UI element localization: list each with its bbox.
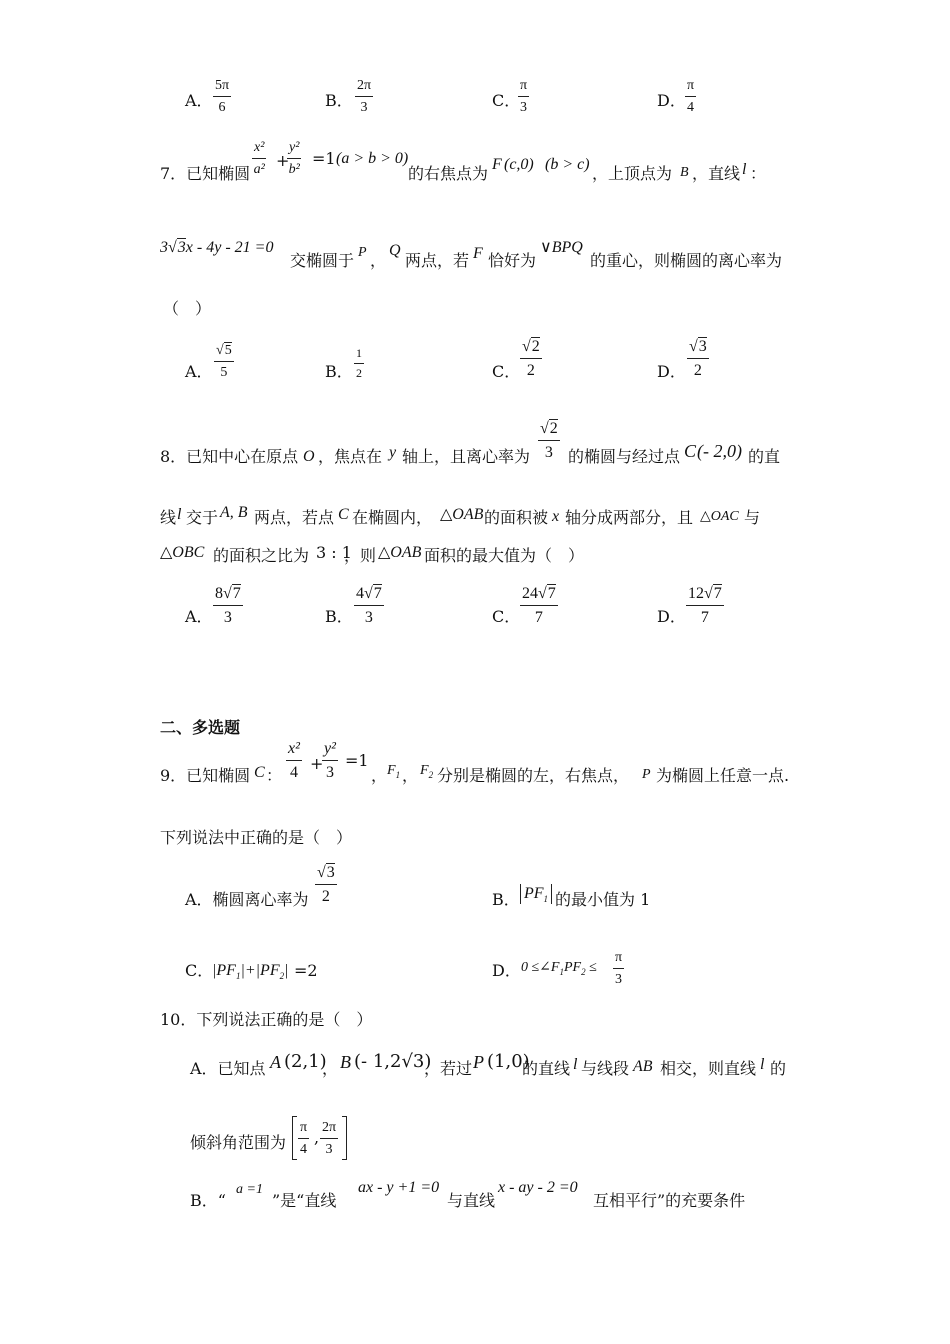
question-number: 9．已知椭圆 <box>160 766 251 785</box>
option-label: A． <box>185 607 213 626</box>
fraction: $\frac{5\pi}{6}$ <box>215 78 230 116</box>
text: ，则 <box>344 546 377 565</box>
triangle: △OAB <box>440 506 484 523</box>
text: 的面积之比为 <box>213 546 310 565</box>
text: 与线段 <box>581 1059 630 1078</box>
symbol: l <box>760 1056 765 1073</box>
text: 恰好为 <box>488 251 537 270</box>
text: A．已知点 <box>190 1059 266 1078</box>
symbol: C <box>338 506 349 523</box>
text: =2 <box>294 961 318 980</box>
text: ： <box>750 164 767 183</box>
text: ，上顶点为 <box>592 164 673 183</box>
text: 面积的最大值为（ ） <box>424 546 585 565</box>
symbol: Q <box>389 242 401 259</box>
text: ， <box>370 251 387 270</box>
triangle: △OAC <box>700 509 739 524</box>
option-label: B． <box>325 607 353 626</box>
fraction: $\frac{2\pi}{3}$ <box>322 1120 337 1158</box>
text: 倾斜角范围为 <box>190 1133 287 1152</box>
text: 的 <box>770 1059 787 1078</box>
text: 两点，若 <box>405 251 470 270</box>
option-label: A． <box>185 91 213 110</box>
fraction: $\frac{\pi}{3}$ <box>615 950 623 988</box>
symbol: l <box>573 1056 578 1073</box>
symbol-F1: $F_1$ <box>387 763 401 780</box>
equation-tail: =1 <box>345 751 369 770</box>
option-label: A． <box>185 362 213 381</box>
answer-paren: （ ） <box>163 299 212 318</box>
text: 交于 <box>186 508 219 527</box>
text: 下列说法中正确的是（ ） <box>160 828 353 847</box>
symbol: P <box>358 245 367 260</box>
fraction: $\frac{2\pi}{3}$ <box>357 78 372 116</box>
fraction: $\frac{\pi}{3}$ <box>520 78 528 116</box>
equation-tail: =1 <box>312 149 336 168</box>
fraction: $\frac{\pi}{4}$ <box>300 1120 308 1158</box>
text: ，直线 <box>692 164 741 183</box>
symbol: F <box>473 245 483 262</box>
option-label: D． <box>657 91 686 110</box>
option-label: D． <box>657 362 686 381</box>
option-label: C． <box>185 961 214 980</box>
option-label: B． <box>325 91 353 110</box>
text: ， <box>402 766 419 785</box>
fraction: $\frac{√5}{5}$ <box>216 343 232 381</box>
text: 分别是椭圆的左，右焦点， <box>437 766 630 785</box>
fraction: $\frac{24√7}{7}$ <box>522 585 556 627</box>
fraction: $\frac{√3}{2}$ <box>689 338 707 380</box>
option-label: A．椭圆离心率为 <box>185 890 309 909</box>
text: B．“ <box>190 1191 226 1210</box>
symbol: C <box>254 764 265 781</box>
text: ，若过 <box>424 1059 473 1078</box>
text: 的右焦点为 <box>408 164 489 183</box>
symbol: O <box>303 448 315 465</box>
text: 线 <box>160 508 177 527</box>
text: 相交，则直线 <box>660 1059 757 1078</box>
symbol: x <box>552 508 560 525</box>
text: 与直线 <box>447 1191 496 1210</box>
fraction: $\frac{4√7}{3}$ <box>356 585 382 627</box>
symbol: B <box>340 1052 351 1072</box>
text: 的直 <box>748 447 781 466</box>
eccentricity-fraction: $\frac{√2}{3}$ <box>540 420 558 462</box>
expression: ax - y +1 =0 <box>358 1179 440 1196</box>
text: 的椭圆与经过点 <box>568 447 681 466</box>
symbol: P <box>642 767 651 782</box>
expression: $0 \le\angle F_1PF_2$ ≤ <box>521 960 597 977</box>
condition: (b > c) <box>545 156 590 173</box>
coords: (2,1) <box>284 1051 327 1072</box>
triangle: ∨BPQ <box>540 239 583 256</box>
text: 轴分成两部分，且 <box>565 508 694 527</box>
line-equation: 3√3x - 4y - 21 =0 <box>160 239 274 256</box>
coords: (- 1,2√3) <box>354 1051 432 1072</box>
text: 的面积被 <box>484 508 549 527</box>
symbol: F <box>492 156 502 173</box>
expression: $|PF_1|+|PF_2|$ <box>212 962 289 982</box>
fraction-x2-4: $\frac{\text{x²}}{4}$ <box>288 740 300 782</box>
question-number: 10．下列说法正确的是（ ） <box>160 1010 373 1029</box>
question-number: 8．已知中心在原点 <box>160 447 299 466</box>
symbol: C <box>684 441 697 461</box>
text: ： <box>266 766 283 785</box>
fraction: $\frac{1}{2}$ <box>356 346 362 380</box>
expression: x - ay - 2 =0 <box>498 1179 578 1196</box>
option-label: D． <box>657 607 686 626</box>
text: 两点，若点 <box>254 508 335 527</box>
coords: (c,0) <box>504 156 534 173</box>
fraction: $\frac{8√7}{3}$ <box>215 585 241 627</box>
question-number: 7．已知椭圆 <box>160 164 251 183</box>
section-heading: 二、多选题 <box>160 718 241 737</box>
text: 的重心，则椭圆的离心率为 <box>590 251 783 270</box>
symbol: A <box>270 1052 281 1072</box>
option-label: C． <box>492 91 521 110</box>
text: 互相平行”的充要条件 <box>593 1191 746 1210</box>
text: ”是“直线 <box>272 1191 337 1210</box>
triangle: △OAB <box>378 544 422 561</box>
option-label: D． <box>492 961 521 980</box>
coords: (- 2,0) <box>697 441 742 461</box>
text: ， <box>371 766 388 785</box>
fraction-x2-a2: $\frac{\text{x²}}{\text{a²}}$ <box>253 140 265 178</box>
fraction: $\frac{\pi}{4}$ <box>687 78 695 116</box>
option-label: C． <box>492 607 521 626</box>
abs-PF1: $PF_1$ <box>524 885 549 905</box>
fraction: $\frac{√2}{2}$ <box>522 338 540 380</box>
symbol: A, B <box>220 504 248 521</box>
symbol: l <box>742 161 747 178</box>
symbol: P <box>473 1052 484 1072</box>
text: 在椭圆内， <box>352 508 433 527</box>
triangle: △OBC <box>160 544 205 561</box>
fraction-y2-3: $\frac{\text{y²}}{3}$ <box>324 740 336 782</box>
fraction-y2-b2: $\frac{\text{y²}}{\text{b²}}$ <box>288 140 300 178</box>
text: 的最小值为 1 <box>555 890 651 909</box>
option-label: B． <box>325 362 353 381</box>
text: 与 <box>744 508 761 527</box>
coords: (1,0) <box>487 1051 530 1072</box>
option-label: C． <box>492 362 521 381</box>
condition: (a > b > 0) <box>336 150 409 167</box>
text: 交椭圆于 <box>290 251 355 270</box>
text: ，焦点在 <box>318 447 383 466</box>
fraction: $\frac{√3}{2}$ <box>317 864 335 906</box>
text: 为椭圆上任意一点. <box>656 766 790 785</box>
symbol: y <box>389 444 397 461</box>
symbol: l <box>177 506 182 523</box>
ratio: 3 : 1 <box>316 543 352 562</box>
text: ， <box>322 1059 339 1078</box>
text: 的直线 <box>522 1059 571 1078</box>
expression: a =1 <box>236 1182 263 1197</box>
symbol: AB <box>633 1058 653 1075</box>
symbol-F2: $F_2$ <box>420 763 434 780</box>
option-label: B． <box>492 890 520 909</box>
text: 轴上，且离心率为 <box>402 447 531 466</box>
symbol: B <box>680 165 689 180</box>
fraction: $\frac{12√7}{7}$ <box>688 585 722 627</box>
